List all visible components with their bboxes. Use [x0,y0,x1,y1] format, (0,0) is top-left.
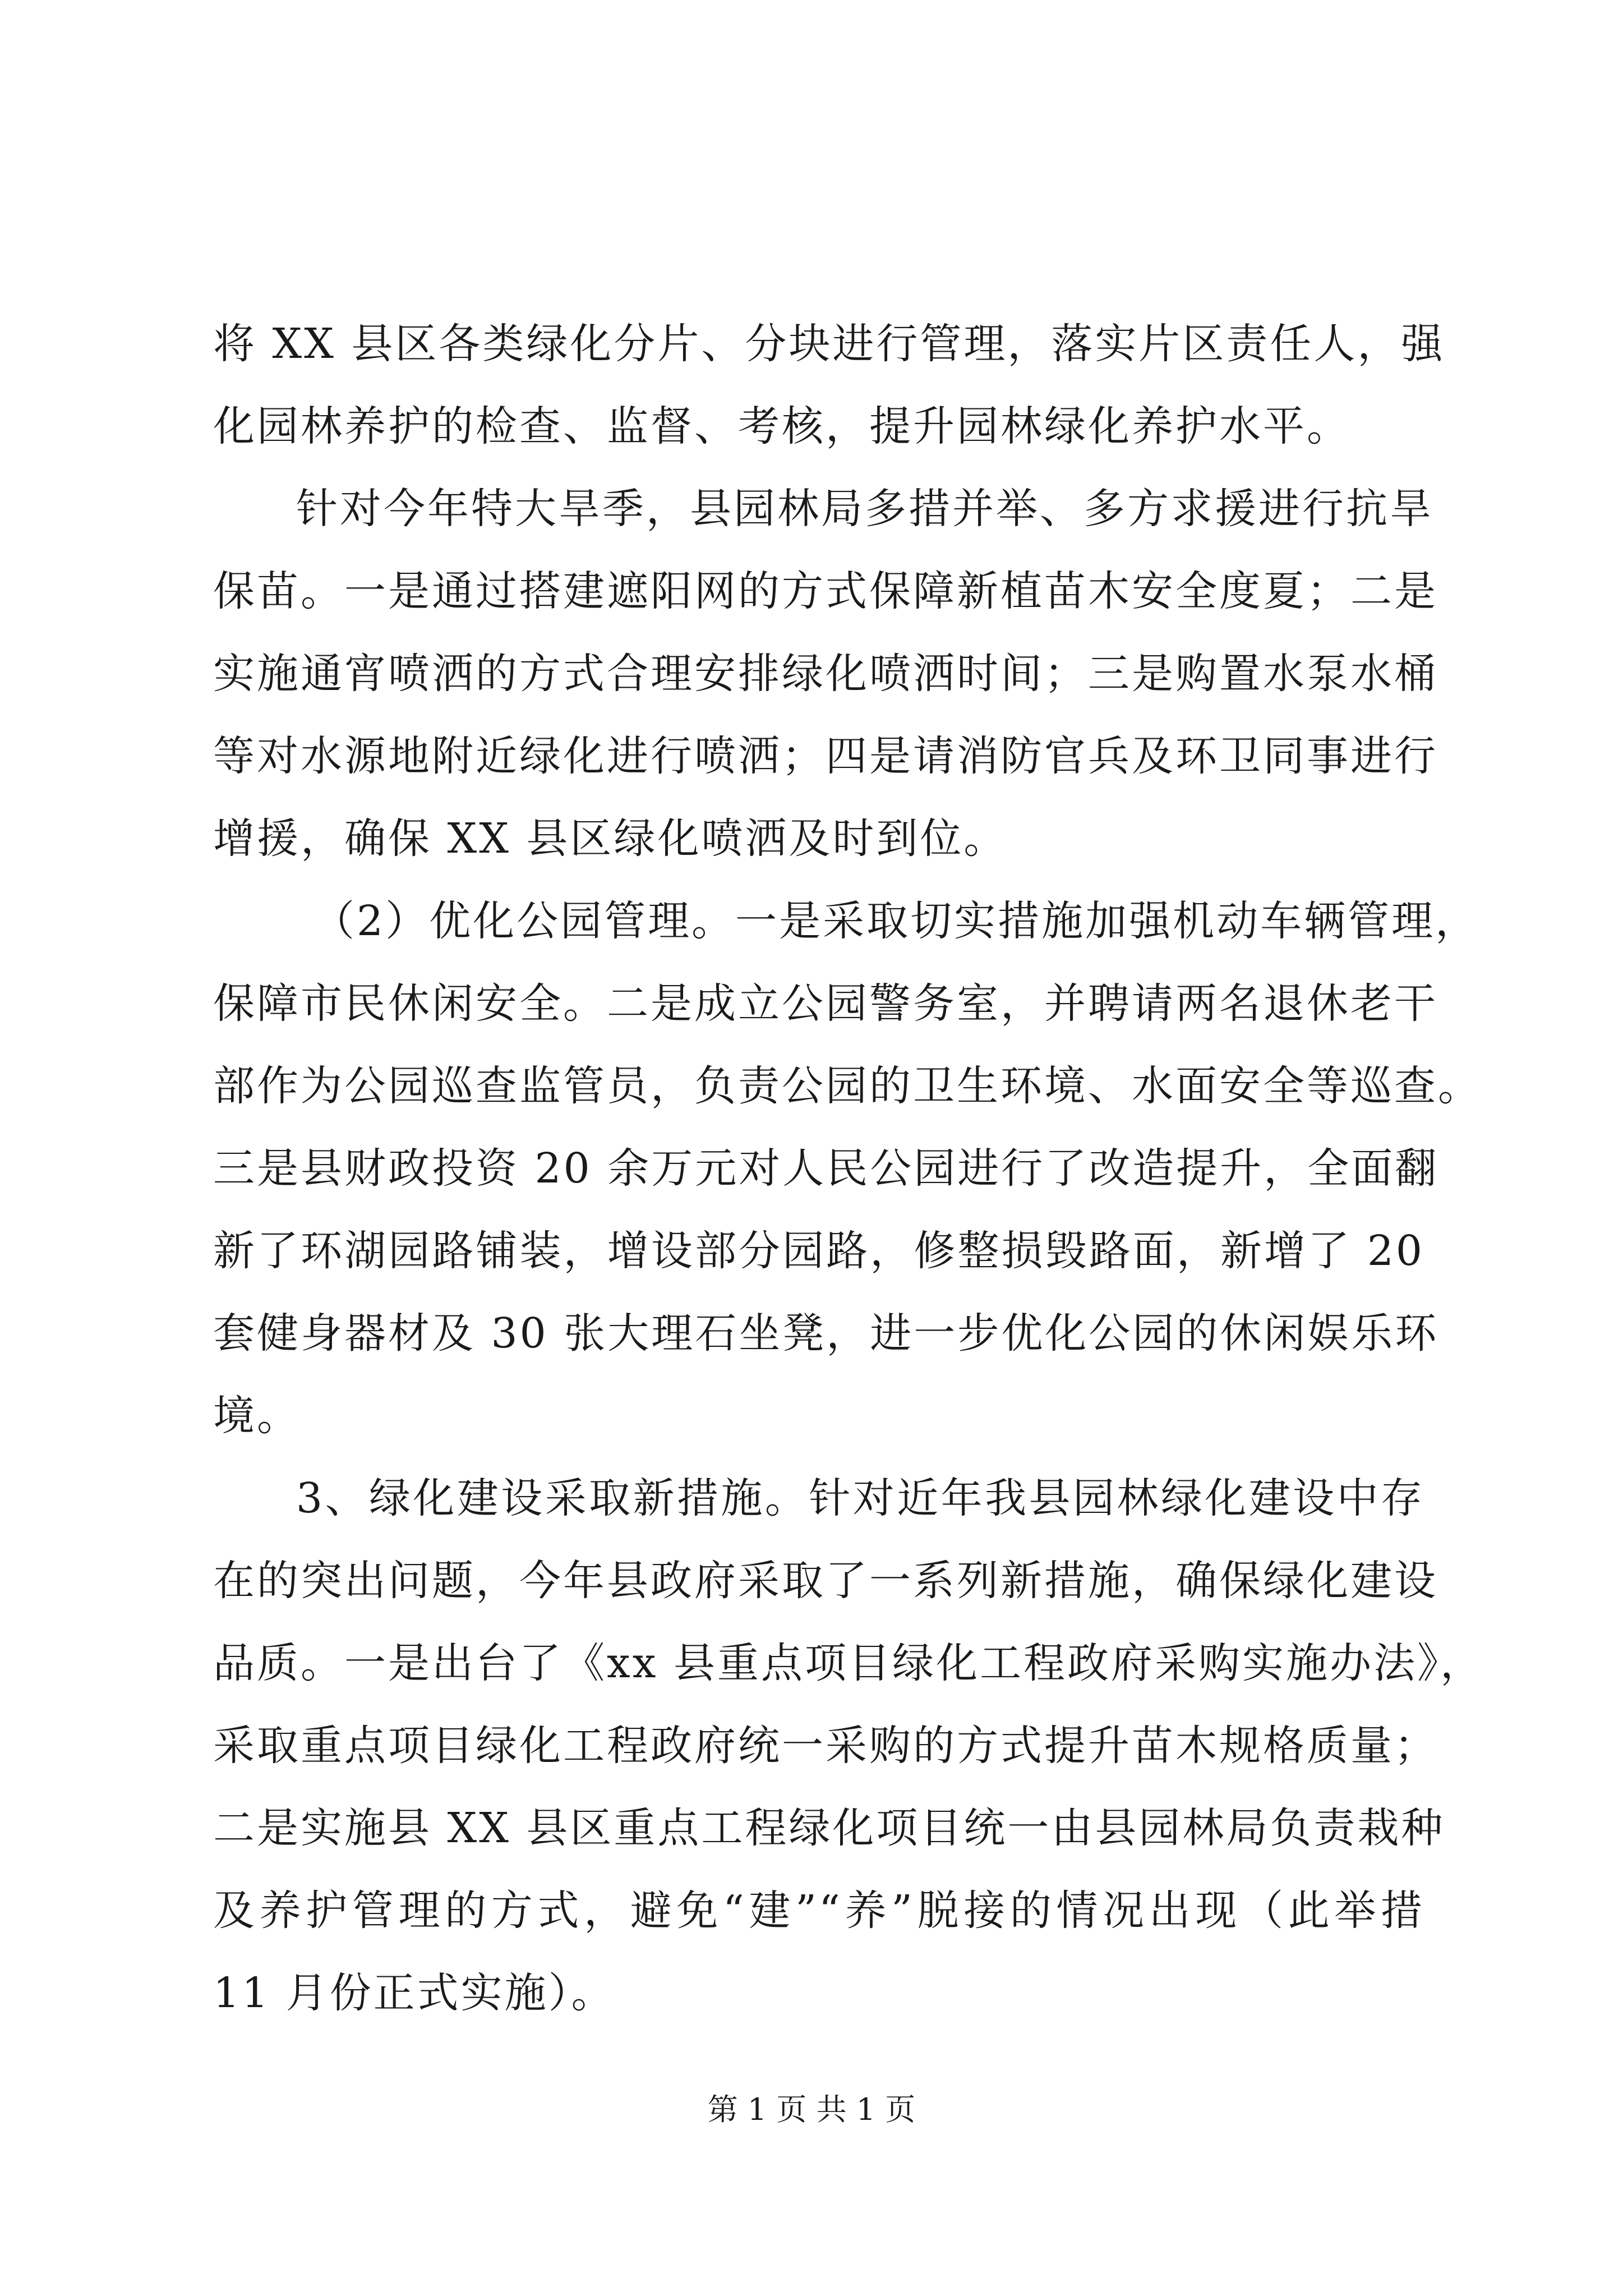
text-line: 实施通宵喷洒的方式合理安排绿化喷洒时间；三是购置水泵水桶 [213,650,1438,698]
text-line: 品质。一是出台了《xx 县重点项目绿化工程政府采购实施办法》， [213,1639,1484,1687]
text-line: 二是实施县 XX 县区重点工程绿化项目统一由县园林局负责栽种 [213,1804,1445,1852]
page-number-footer: 第 1 页 共 1 页 [707,2092,916,2127]
paragraph-start-line: 3、绿化建设采取新措施。针对近年我县园林绿化建设中存 [296,1474,1424,1522]
text-line: 增援，确保 XX 县区绿化喷洒及时到位。 [213,815,1008,863]
text-line: 部作为公园巡查监管员，负责公园的卫生环境、水面安全等巡查。 [213,1062,1482,1110]
text-line: 保障市民休闲安全。二是成立公园警务室，并聘请两名退休老干 [213,979,1438,1028]
text-line: 境。 [213,1392,301,1440]
text-line: 等对水源地附近绿化进行喷洒；四是请消防官兵及环卫同事进行 [213,732,1438,780]
text-line: 保苗。一是通过搭建遮阳网的方式保障新植苗木安全度夏；二是 [213,567,1438,615]
text-line: 采取重点项目绿化工程政府统一采购的方式提升苗木规格质量； [213,1722,1438,1770]
text-line: 三是县财政投资 20 余万元对人民公园进行了改造提升，全面翻 [213,1144,1439,1193]
text-line: 将 XX 县区各类绿化分片、分块进行管理，落实片区责任人，强 [213,320,1445,368]
text-line: 在的突出问题，今年县政府采取了一系列新措施，确保绿化建设 [213,1557,1438,1605]
paragraph-start-line: 针对今年特大旱季，县园林局多措并举、多方求援进行抗旱 [296,485,1433,533]
text-line: 套健身器材及 30 张大理石坐凳，进一步优化公园的休闲娱乐环 [213,1309,1439,1358]
text-line: 11 月份正式实施）。 [213,1969,615,2017]
paragraph-start-line: （2）优化公园管理。一是采取切实措施加强机动车辆管理， [313,897,1479,945]
text-line: 新了环湖园路铺装，增设部分园路，修整损毁路面，新增了 20 [213,1227,1424,1275]
text-line: 及养护管理的方式，避免“建”“养”脱接的情况出现（此举措 [213,1887,1424,1935]
document-body [213,303,1484,2035]
text-line: 化园林养护的检查、监督、考核，提升园林绿化养护水平。 [213,402,1350,450]
